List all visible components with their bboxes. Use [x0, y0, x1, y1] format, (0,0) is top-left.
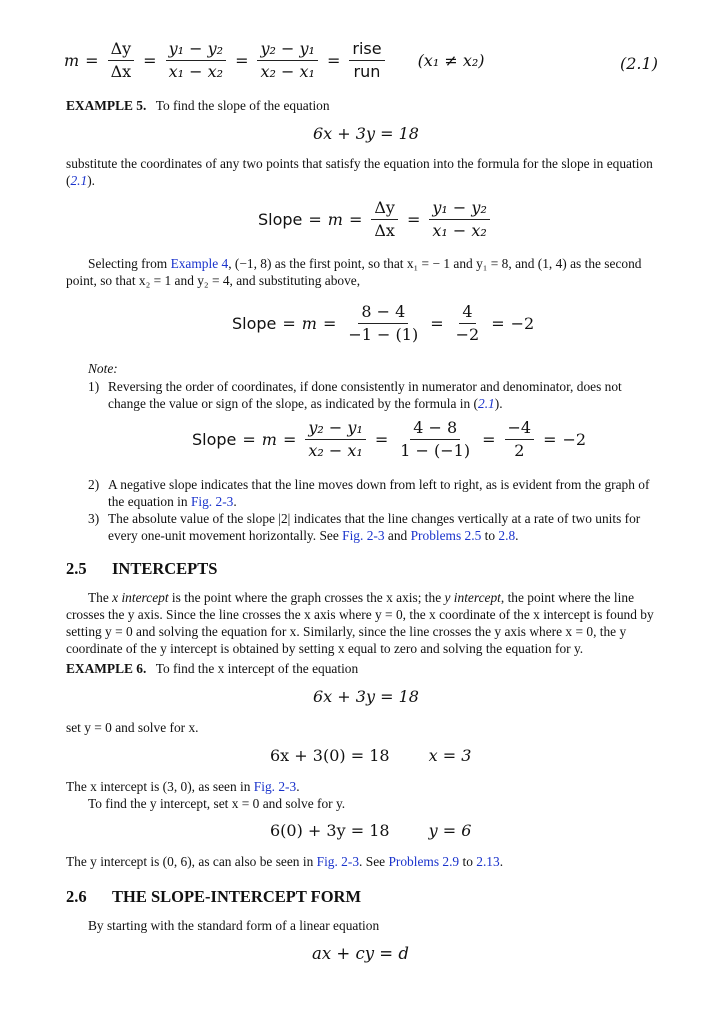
- eq-equals: =: [282, 314, 296, 333]
- eq-condition: (x₁ ≠ x₂): [417, 51, 485, 70]
- example-text: To find the slope of the equation: [155, 98, 330, 113]
- y-intercept-result: [66, 853, 503, 870]
- slope-m: m: [261, 430, 277, 449]
- fraction-num: y₂ − y₁: [257, 40, 317, 61]
- note-text: .: [515, 528, 519, 543]
- fraction-num: 4: [459, 303, 475, 324]
- fraction-den: Δx: [374, 221, 395, 240]
- fraction-note-3: [505, 419, 535, 460]
- equation-link[interactable]: 2.1: [478, 396, 495, 411]
- eq-equals: =: [543, 430, 557, 449]
- para-text: , the point where the line crosses the y axis. Since the line crosses the x axis where y = 0, the x coordinate of the x intercept is found by setting y = 0 and solving the equation for x. Similarly, since the line crosses the y axis where x = 0, the y coordinate of the y intercept is obtained by setting x equal to zero and solving the equation for y.: [66, 590, 654, 656]
- para-text: , (−1, 8) as the first point, so that x₁ = − 1 and y₁ = 8, and (1, 4) as the second point, so that x₂ = 1 and y₂ = 4, and substituting above,: [66, 256, 642, 288]
- note-text: A negative slope indicates that the line moves down from left to right, as is evident from the graph of the equation in: [108, 477, 650, 509]
- note-item-number: 1): [88, 379, 100, 394]
- fraction-den: 1 − (−1): [400, 441, 471, 460]
- fraction-den: x₁ − x₂: [432, 221, 487, 240]
- section-title: INTERCEPTS: [111, 559, 218, 578]
- section-title: THE SLOPE-INTERCEPT FORM: [111, 887, 362, 906]
- eq-equals: =: [242, 430, 256, 449]
- eq-equals: =: [374, 430, 389, 449]
- eq-equals: =: [430, 314, 444, 333]
- para-text: Selecting from: [88, 256, 171, 271]
- example-5-equation: 6x + 3y = 18: [313, 124, 419, 143]
- section-heading-2-5: [66, 559, 217, 579]
- slope-label: Slope: [192, 430, 237, 449]
- para-text: ).: [87, 173, 96, 188]
- fraction-delta: [108, 40, 135, 81]
- section-heading-2-6: [66, 887, 361, 907]
- example-label: EXAMPLE 6.: [66, 661, 147, 676]
- note-label: Note:: [88, 361, 118, 376]
- eq-m: m: [64, 51, 80, 70]
- figure-link[interactable]: Fig. 2-3: [253, 779, 297, 794]
- note-calculation: [192, 419, 586, 460]
- fraction-num: Δy: [108, 40, 135, 61]
- eq-equals: =: [143, 51, 157, 70]
- para-text: .: [296, 779, 300, 794]
- set-y-text: set y = 0 and solve for x.: [66, 720, 199, 735]
- eq-right: y = 6: [428, 821, 472, 840]
- problems-link[interactable]: 2.13: [476, 854, 500, 869]
- figure-link[interactable]: Fig. 2-3: [342, 528, 385, 543]
- figure-link[interactable]: Fig. 2-3: [190, 494, 234, 509]
- note-item-text: [108, 378, 656, 412]
- fraction-num: y₁ − y₂: [166, 40, 226, 61]
- note-text: to: [481, 528, 499, 543]
- note-text: and: [384, 528, 411, 543]
- para-text: to: [459, 854, 477, 869]
- eq-equals: =: [326, 51, 341, 70]
- section-number: 2.6: [66, 887, 87, 906]
- term-y-intercept: y intercept: [444, 590, 501, 605]
- fraction-num: 4 − 8: [410, 419, 460, 440]
- note-item-2: [88, 476, 656, 510]
- y-intercept-intro: To find the y intercept, set x = 0 and solve for y.: [88, 796, 346, 811]
- section-number: 2.5: [66, 559, 87, 578]
- slope-m: m: [301, 314, 317, 333]
- fraction-note-2: [397, 419, 473, 460]
- para-text: . See: [359, 854, 389, 869]
- term-x-intercept: x intercept: [112, 590, 169, 605]
- problems-link[interactable]: Problems 2.9: [388, 854, 460, 869]
- example-5-paragraph-1: [66, 155, 656, 189]
- example-text: To find the x intercept of the equation: [155, 661, 359, 676]
- eq-equals: =: [491, 314, 505, 333]
- fraction-den: −1 − (1): [348, 325, 419, 344]
- example-6-equation: 6x + 3y = 18: [313, 687, 419, 706]
- note-item-text: [108, 510, 656, 544]
- para-text: substitute the coordinates of any two points that satisfy the equation into the formula for the slope in equation (: [66, 156, 653, 188]
- para-text: .: [499, 854, 504, 869]
- fraction-calc-1: [345, 303, 421, 344]
- x-intercept-equation: [270, 746, 471, 765]
- eq-equals: =: [308, 210, 322, 229]
- eq-equals: =: [482, 430, 496, 449]
- slope-label: Slope: [258, 210, 303, 229]
- eq-left: 6x + 3(0) = 18: [270, 746, 390, 765]
- note-text: ).: [494, 396, 503, 411]
- calc-result: −2: [562, 430, 587, 449]
- example-5-paragraph-2: [66, 255, 656, 289]
- fraction-calc-2: [453, 303, 483, 344]
- para-text: The x intercept is (3, 0), as seen in: [66, 779, 254, 794]
- note-item-text: [108, 476, 656, 510]
- note-text: The absolute value of the slope |2| indicates that the line changes vertically at a rate of two units for every one-unit movement horizontally. See: [108, 511, 641, 543]
- fraction-den: Δx: [110, 62, 132, 81]
- fraction-num: rise: [349, 40, 384, 61]
- slope-intercept-intro: By starting with the standard form of a linear equation: [88, 918, 380, 933]
- fraction-num: −4: [505, 419, 535, 440]
- note-text: .: [233, 494, 237, 509]
- example-4-link[interactable]: Example 4: [170, 256, 229, 271]
- note-text: Reversing the order of coordinates, if done consistently in numerator and denominator, does not change the value or sign of the slope, as indicated by the formula in (: [108, 379, 622, 411]
- fraction-num: 8 − 4: [358, 303, 408, 324]
- eq-equals: =: [322, 314, 337, 333]
- eq-equals: =: [282, 430, 297, 449]
- equation-number: (2.1): [620, 54, 658, 73]
- eq-equals: =: [406, 210, 421, 229]
- para-text: The y intercept is (0, 6), as can also be seen in: [66, 854, 317, 869]
- fraction-y1y2: [429, 199, 489, 240]
- eq-equals: =: [235, 51, 249, 70]
- figure-link[interactable]: Fig. 2-3: [316, 854, 360, 869]
- calc-result: −2: [510, 314, 535, 333]
- fraction-den: x₁ − x₂: [168, 62, 224, 81]
- slope-label: Slope: [232, 314, 277, 333]
- problems-link[interactable]: 2.8: [498, 528, 516, 543]
- example-6-heading: [66, 660, 358, 677]
- eq-equals: =: [348, 210, 363, 229]
- fraction-num: y₂ − y₁: [305, 419, 365, 440]
- para-text: is the point where the graph crosses the x axis; the: [168, 590, 445, 605]
- fraction-y1y2: [166, 40, 226, 81]
- standard-form-equation: ax + cy = d: [312, 944, 409, 963]
- x-intercept-result: [66, 778, 300, 795]
- problems-link[interactable]: Problems 2.5: [410, 528, 482, 543]
- fraction-den: x₂ − x₁: [308, 441, 363, 460]
- fraction-num: y₁ − y₂: [429, 199, 489, 220]
- fraction-num: Δy: [371, 199, 398, 220]
- slope-calculation: [232, 303, 534, 344]
- fraction-den: 2: [514, 441, 525, 460]
- fraction-den: x₂ − x₁: [260, 62, 315, 81]
- fraction-den: −2: [455, 325, 480, 344]
- note-item-1: [88, 378, 656, 412]
- fraction-note-1: [305, 419, 365, 460]
- slope-formula: [258, 199, 493, 240]
- note-item-number: 2): [88, 477, 100, 492]
- eq-right: x = 3: [428, 746, 472, 765]
- fraction-delta: [371, 199, 398, 240]
- example-5-heading: [66, 97, 330, 114]
- equation-link[interactable]: 2.1: [70, 173, 88, 188]
- note-item-3: [88, 510, 656, 544]
- slope-m: m: [327, 210, 343, 229]
- fraction-den: run: [353, 62, 381, 81]
- para-text: The: [88, 590, 113, 605]
- equation-2-1: [64, 40, 485, 81]
- example-label: EXAMPLE 5.: [66, 98, 147, 113]
- note-item-number: 3): [88, 511, 100, 526]
- fraction-y2y1: [257, 40, 317, 81]
- eq-left: 6(0) + 3y = 18: [270, 821, 390, 840]
- eq-equals: =: [85, 51, 99, 70]
- fraction-rise-run: [349, 40, 384, 81]
- y-intercept-equation: [270, 821, 471, 840]
- intercepts-paragraph: [66, 589, 656, 657]
